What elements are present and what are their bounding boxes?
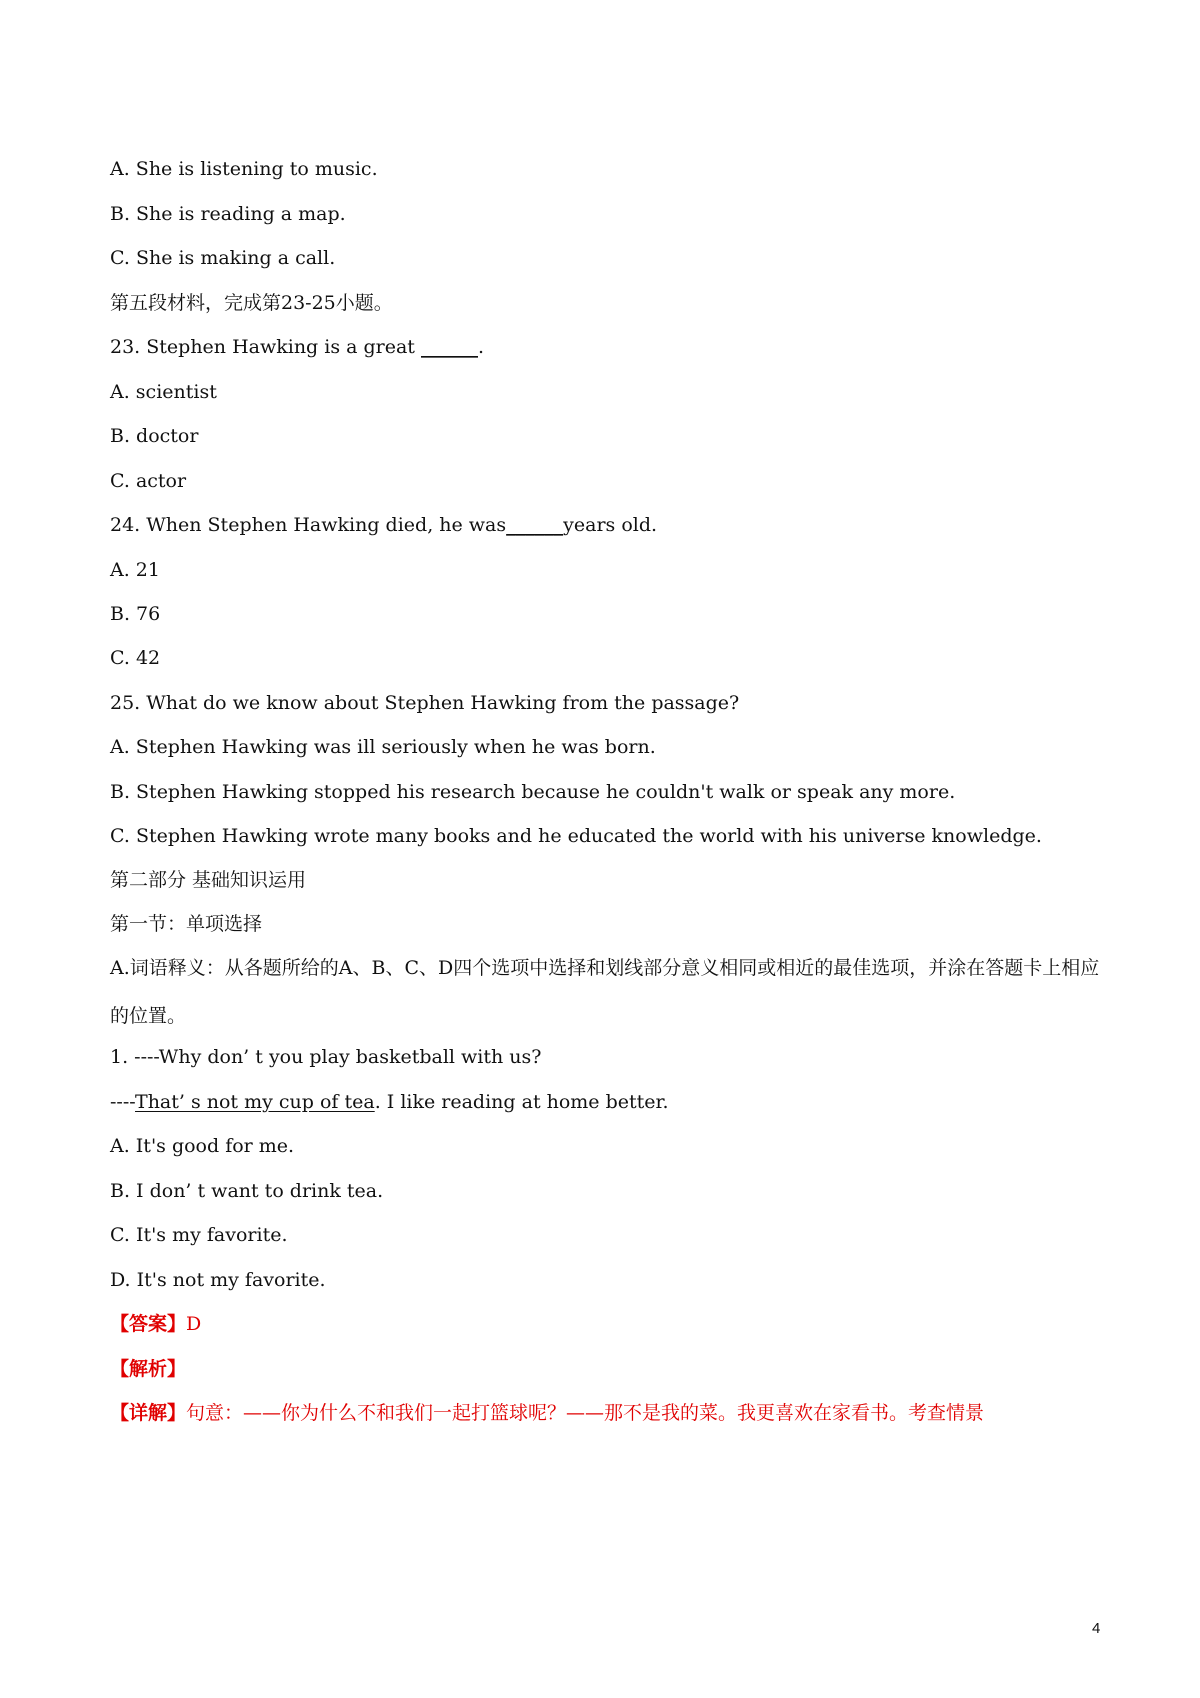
detail-label: 【详解】 bbox=[110, 1402, 187, 1424]
q23-option-a: A. scientist bbox=[110, 381, 217, 403]
detail-line bbox=[110, 1399, 1110, 1427]
q1-option-d: D. It's not my favorite. bbox=[110, 1269, 326, 1291]
q24-option-b: B. 76 bbox=[110, 603, 161, 625]
q24-blank: ______ bbox=[506, 514, 564, 536]
q22-option-a: A. She is listening to music. bbox=[110, 158, 378, 180]
answer-value: D bbox=[186, 1313, 202, 1335]
q25-stem: 25. What do we know about Stephen Hawking from the passage? bbox=[110, 692, 740, 714]
q25-option-b: B. Stephen Hawking stopped his research because he couldn't walk or speak any more. bbox=[110, 781, 956, 803]
q1-underlined-phrase: That’ s not my cup of tea bbox=[135, 1091, 375, 1113]
section1-title: 第一节：单项选择 bbox=[110, 913, 263, 935]
q24-option-a: A. 21 bbox=[110, 559, 160, 581]
q25-option-a: A. Stephen Hawking was ill seriously when he was born. bbox=[110, 736, 656, 758]
q23-stem-end: . bbox=[478, 336, 485, 358]
part2-title: 第二部分 基础知识运用 bbox=[110, 869, 307, 891]
q1-option-b: B. I don’ t want to drink tea. bbox=[110, 1180, 384, 1202]
page-number: 4 bbox=[1092, 1620, 1101, 1637]
q23-stem bbox=[110, 333, 1110, 361]
q23-blank: ______ bbox=[421, 336, 478, 358]
q1-stem: 1. ----Why don’ t you play basketball with us? bbox=[110, 1046, 542, 1068]
q23-option-c: C. actor bbox=[110, 470, 187, 492]
analysis-label bbox=[110, 1355, 1110, 1383]
q24-stem-text: 24. When Stephen Hawking died, he was bbox=[110, 514, 507, 536]
analysis-label-text: 【解析】 bbox=[110, 1358, 187, 1380]
q1-response-suffix: . I like reading at home better. bbox=[374, 1091, 669, 1113]
q1-option-c: C. It's my favorite. bbox=[110, 1224, 288, 1246]
q23-option-b: B. doctor bbox=[110, 425, 199, 447]
q25-option-c: C. Stephen Hawking wrote many books and he educated the world with his universe knowledge. bbox=[110, 825, 1042, 847]
detail-text: 句意：——你为什么不和我们一起打篮球呢？——那不是我的菜。我更喜欢在家看书。考查情景 bbox=[186, 1402, 985, 1424]
q24-option-c: C. 42 bbox=[110, 647, 161, 669]
answer-line bbox=[110, 1310, 1110, 1338]
vocab-instruction: A.词语释义：从各题所给的A、B、C、D四个选项中选择和划线部分意义相同或相近的最佳选项，并涂在答题卡上相应的位置。 bbox=[110, 957, 1100, 1027]
q24-stem-end: years old. bbox=[563, 514, 658, 536]
q23-stem-text: 23. Stephen Hawking is a great bbox=[110, 336, 421, 358]
q1-response bbox=[110, 1088, 1110, 1116]
q22-option-b: B. She is reading a map. bbox=[110, 203, 346, 225]
answer-label: 【答案】 bbox=[110, 1313, 187, 1335]
section5-intro: 第五段材料，完成第23-25小题。 bbox=[110, 292, 393, 314]
q24-stem bbox=[110, 511, 1110, 539]
q22-option-c: C. She is making a call. bbox=[110, 247, 336, 269]
q1-option-a: A. It's good for me. bbox=[110, 1135, 295, 1157]
q1-response-prefix: ---- bbox=[110, 1091, 136, 1113]
